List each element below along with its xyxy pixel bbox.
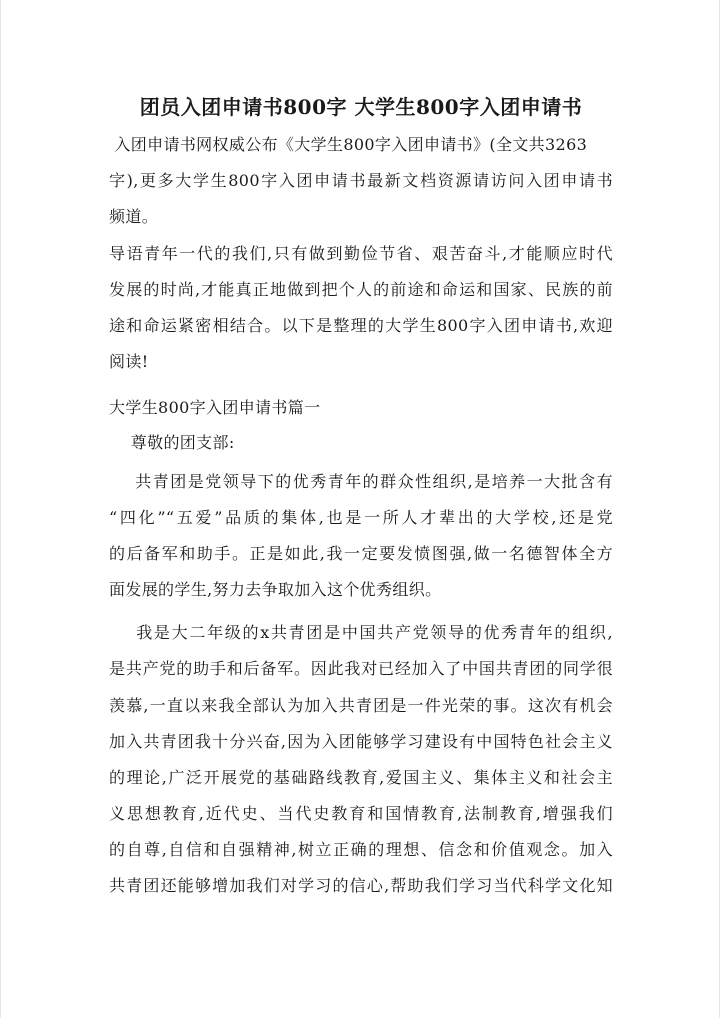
body-line: 羡慕,一直以来我全部认为加入共青团是一件光荣的事。这次有机会	[109, 696, 613, 715]
body-line: 是共产党的助手和后备军。因此我对已经加入了中国共青团的同学很	[109, 659, 613, 678]
document-title: 团员入团申请书800字 大学生800字入团申请书	[139, 95, 583, 119]
body-line: 义思想教育,近代史、当代史教育和国情教育,法制教育,增强我们	[109, 804, 613, 823]
body-line: 加入共青团我十分兴奋,因为入团能够学习建设有中国特色社会主义	[109, 732, 613, 751]
body-line: 面发展的学生,努力去争取加入这个优秀组织。	[109, 580, 442, 599]
salutation: 尊敬的团支部:	[109, 433, 235, 452]
body-line: 途和命运紧密相结合。以下是整理的大学生800字入团申请书,欢迎	[109, 316, 613, 335]
body-line: 的后备军和助手。正是如此,我一定要发愤图强,做一名德智体全方	[109, 544, 613, 563]
body-line: 的自尊,自信和自强精神,树立正确的理想、信念和价值观念。加入	[109, 840, 613, 859]
body-line: “四化”“五爱”品质的集体,也是一所人才辈出的大学校,还是党	[109, 508, 613, 527]
body-line: 共青团是党领导下的优秀青年的群众性组织,是培养一大批含有	[109, 472, 613, 491]
body-line: 我是大二年级的x共青团是中国共产党领导的优秀青年的组织,	[109, 623, 613, 642]
body-line: 导语青年一代的我们,只有做到勤俭节省、艰苦奋斗,才能顺应时代	[109, 244, 613, 263]
body-line: 入团申请书网权威公布《大学生800字入团申请书》(全文共3263	[109, 135, 588, 154]
body-line: 发展的时尚,才能真正地做到把个人的前途和命运和国家、民族的前	[109, 280, 613, 299]
section-heading: 大学生800字入团申请书篇一	[109, 398, 321, 417]
body-line: 频道。	[109, 207, 159, 226]
body-line: 字),更多大学生800字入团申请书最新文档资源请访问入团申请书	[109, 171, 613, 190]
body-line: 的理论,广泛开展党的基础路线教育,爱国主义、集体主义和社会主	[109, 768, 613, 787]
body-line: 共青团还能够增加我们对学习的信心,帮助我们学习当代科学文化知	[109, 876, 613, 895]
body-line: 阅读!	[109, 352, 149, 371]
